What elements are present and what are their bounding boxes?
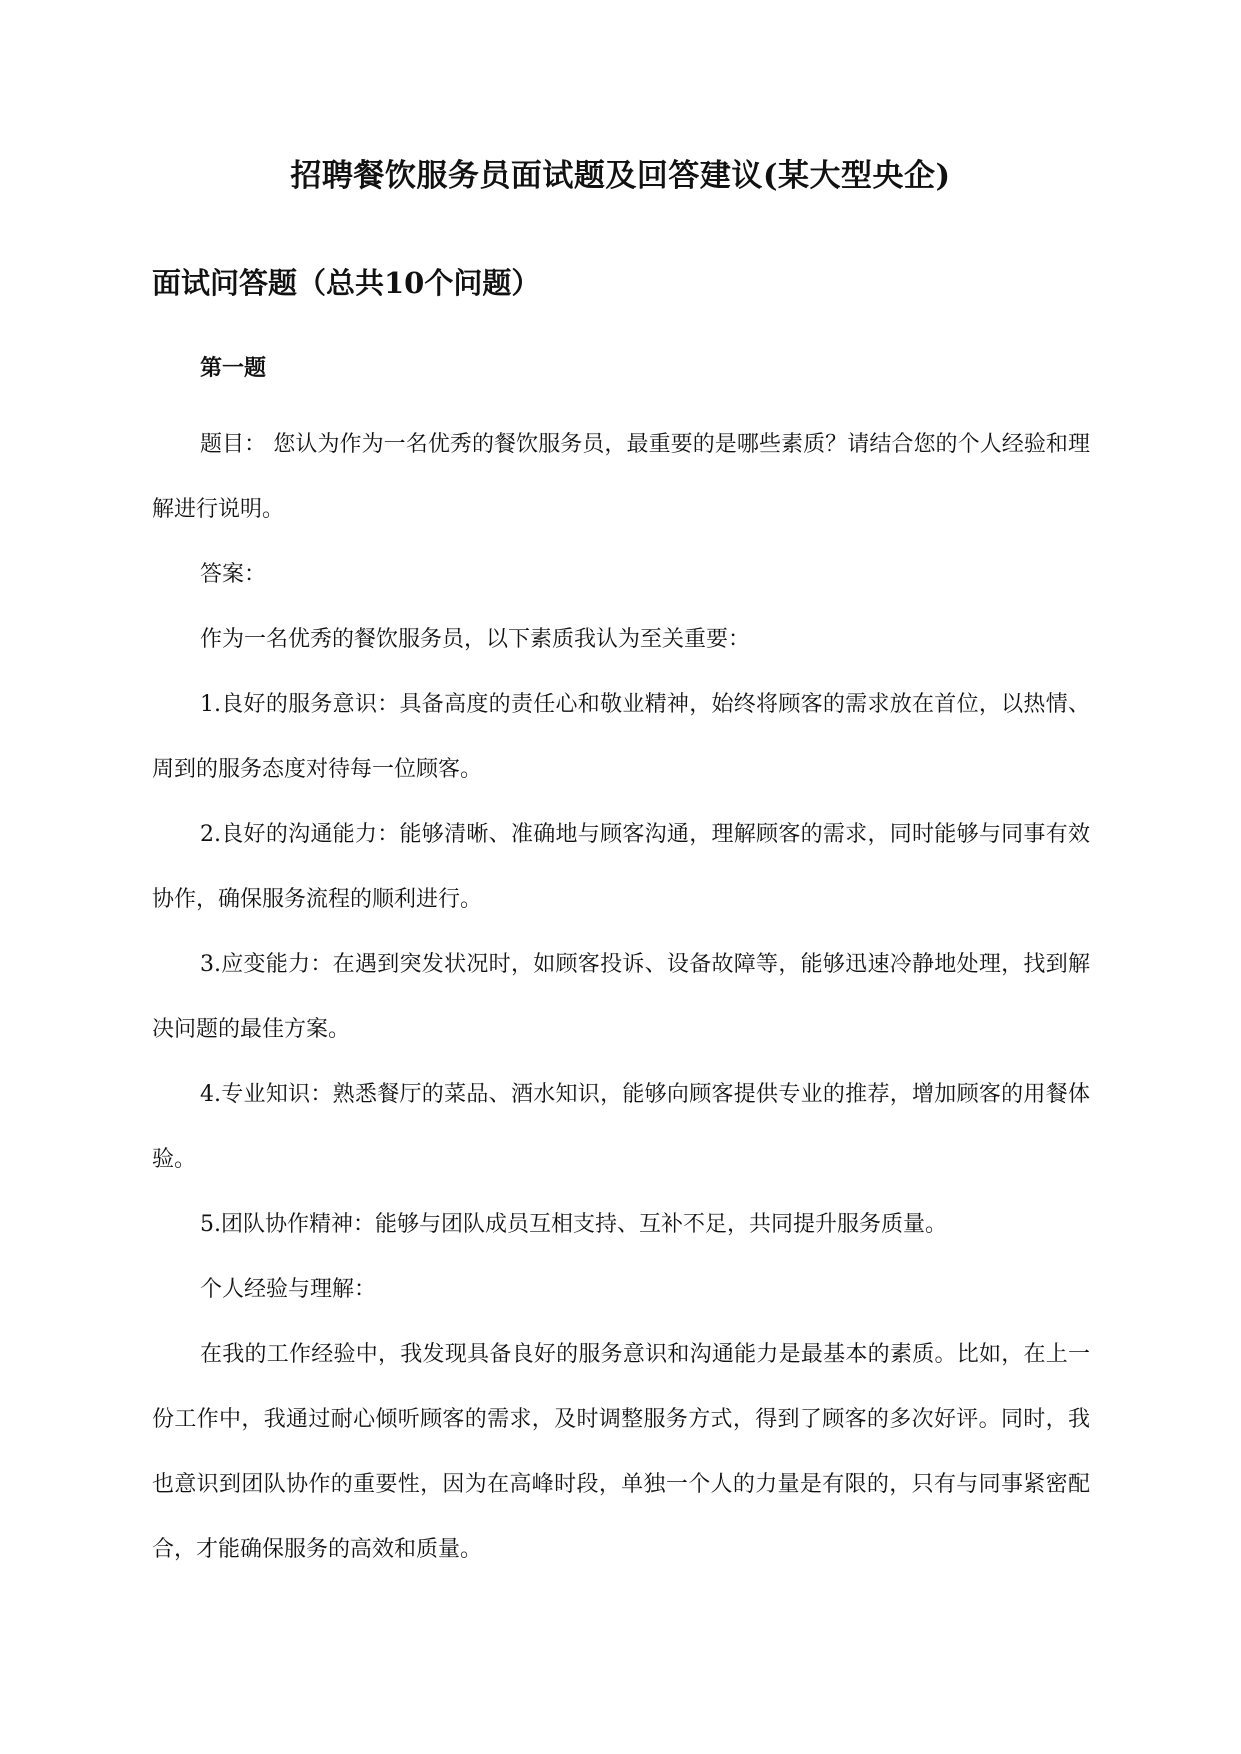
document-title: 招聘餐饮服务员面试题及回答建议(某大型央企) <box>290 158 951 194</box>
answer-label: 答案： <box>200 562 267 587</box>
question-body <box>152 412 1090 1582</box>
answer-intro: 作为一名优秀的餐饮服务员，以下素质我认为至关重要： <box>200 627 751 652</box>
quality-item: 1.良好的服务意识：具备高度的责任心和敬业精神，始终将顾客的需求放在首位，以热情、周到的服务态度对待每一位顾客。 <box>152 692 1090 782</box>
quality-item: 5.团队协作精神：能够与团队成员互相支持、互补不足，共同提升服务质量。 <box>200 1212 947 1237</box>
section-heading: 面试问答题（总共10个问题） <box>152 266 541 300</box>
quality-item: 4.专业知识：熟悉餐厅的菜品、酒水知识，能够向顾客提供专业的推荐，增加顾客的用餐体验。 <box>152 1082 1090 1172</box>
quality-item: 3.应变能力：在遇到突发状况时，如顾客投诉、设备故障等，能够迅速冷静地处理，找到解决问题的最佳方案。 <box>152 952 1090 1042</box>
experience-text: 在我的工作经验中，我发现具备良好的服务意识和沟通能力是最基本的素质。比如，在上一份工作中，我通过耐心倾听顾客的需求，及时调整服务方式，得到了顾客的多次好评。同时，我也意识到团队协作的重要性，因为在高峰时段，单独一个人的力量是有限的，只有与同事紧密配合，才能确保服务的高效和质量。 <box>152 1342 1090 1562</box>
quality-item: 2.良好的沟通能力：能够清晰、准确地与顾客沟通，理解顾客的需求，同时能够与同事有效协作，确保服务流程的顺利进行。 <box>152 822 1090 912</box>
question-prompt: 题目： 您认为作为一名优秀的餐饮服务员，最重要的是哪些素质？请结合您的个人经验和理解进行说明。 <box>152 432 1090 522</box>
experience-label: 个人经验与理解： <box>200 1277 377 1302</box>
question-label: 第一题 <box>200 355 267 381</box>
